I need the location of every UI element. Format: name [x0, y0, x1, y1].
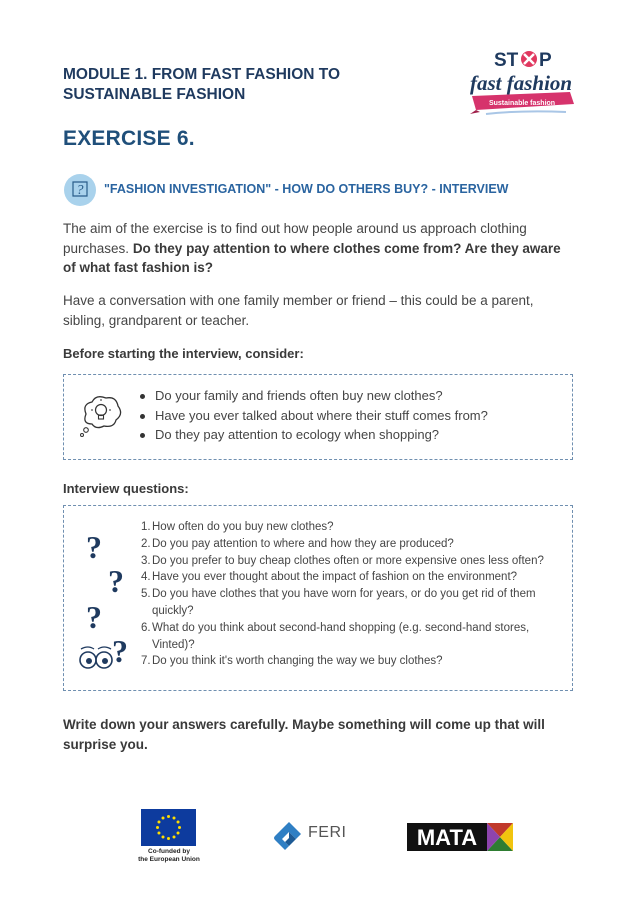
list-item	[141, 586, 566, 620]
mata-logo	[407, 823, 513, 851]
consider-label: Before starting the interview, consider:	[63, 346, 304, 361]
eu-star	[156, 826, 159, 829]
question-number: 3.	[141, 554, 151, 567]
question-number: 4.	[141, 571, 151, 584]
eu-star	[177, 832, 180, 835]
intro-text: The aim of the exercise is to find out how people around us approach clothing purchases.	[63, 221, 527, 256]
question-text: Have you ever thought about the impact of fashion on the environment?	[152, 571, 518, 584]
eu-star	[167, 815, 170, 818]
list-item	[141, 620, 566, 654]
list-item: Have you ever talked about where their stuff comes from?	[140, 406, 488, 426]
feri-logo-text: FERI	[308, 824, 347, 841]
svg-text:?: ?	[108, 563, 124, 599]
list-item	[141, 569, 566, 586]
list-item: Do they pay attention to ecology when shopping?	[140, 425, 488, 445]
svg-text:Sustainable fashion: Sustainable fashion	[488, 100, 556, 107]
eu-star	[178, 826, 181, 829]
question-text: Do you pay attention to where and how they are produced?	[152, 537, 454, 550]
question-text: Do you think it's worth changing the way we buy clothes?	[152, 655, 443, 668]
eu-star	[173, 816, 176, 819]
eu-star	[173, 836, 176, 839]
question-marks-icon	[78, 528, 138, 676]
closing-text: Write down your answers carefully. Maybe something will come up that will surprise you.	[63, 717, 545, 752]
svg-text:MATA: MATA	[416, 825, 478, 850]
question-text: How often do you buy new clothes?	[152, 521, 334, 533]
list-item	[141, 653, 566, 670]
eu-star	[167, 837, 170, 840]
svg-text:?: ?	[112, 633, 128, 669]
question-text: What do you think about second-hand shopping (e.g. second-hand stores, Vinted)?	[152, 621, 530, 651]
question-number: 2.	[141, 537, 151, 550]
question-number: 6.	[141, 621, 151, 634]
list-item	[141, 519, 566, 536]
interview-questions	[141, 519, 566, 670]
exercise-title: EXERCISE 6.	[63, 127, 195, 150]
eu-star	[162, 816, 165, 819]
consider-list	[140, 386, 488, 445]
eu-star	[162, 836, 165, 839]
svg-text:fast fashion: fast fashion	[470, 71, 573, 95]
list-item: Do your family and friends often buy new clothes?	[140, 386, 488, 406]
eu-line-1: Co-funded by	[148, 848, 190, 855]
question-number: 1.	[141, 521, 151, 533]
eu-line-2: the European Union	[138, 856, 200, 863]
question-text: Do you prefer to buy cheap clothes often or more expensive ones less often?	[152, 554, 544, 567]
lightbulb-thought-icon	[78, 392, 124, 438]
eu-star	[157, 832, 160, 835]
svg-text:?: ?	[86, 599, 102, 635]
list-item	[141, 553, 566, 570]
question-text: Do you have clothes that you have worn for years, or do you get rid of them quickly?	[152, 588, 536, 617]
intro-paragraph	[63, 219, 563, 278]
eu-flag-icon	[141, 809, 196, 846]
question-number: 7.	[141, 655, 151, 668]
eu-star	[177, 821, 180, 824]
module-title: MODULE 1. FROM FAST FASHION TO SUSTAINABLE FASHION	[63, 66, 341, 103]
svg-text:ST: ST	[494, 50, 519, 71]
question-number: 5.	[141, 588, 151, 601]
svg-text:P: P	[539, 50, 552, 71]
intro-bold-text: Do they pay attention to where clothes come from? Are they aware of what fast fashion is?	[63, 240, 561, 275]
feri-logo-icon	[272, 819, 306, 853]
interview-label: Interview questions:	[63, 481, 189, 496]
section-title: "FASHION INVESTIGATION" - HOW DO OTHERS BUY? - INTERVIEW	[104, 182, 509, 196]
list-item	[141, 536, 566, 553]
question-thought-icon	[63, 173, 97, 207]
svg-text:?: ?	[76, 183, 84, 198]
eu-cofunded-text	[128, 848, 210, 864]
svg-text:?: ?	[86, 529, 102, 565]
instructions-paragraph: Have a conversation with one family member or friend – this could be a parent, sibling, grandparent or teacher.	[63, 293, 534, 328]
stop-fast-fashion-logo	[466, 46, 578, 118]
eu-star	[157, 821, 160, 824]
